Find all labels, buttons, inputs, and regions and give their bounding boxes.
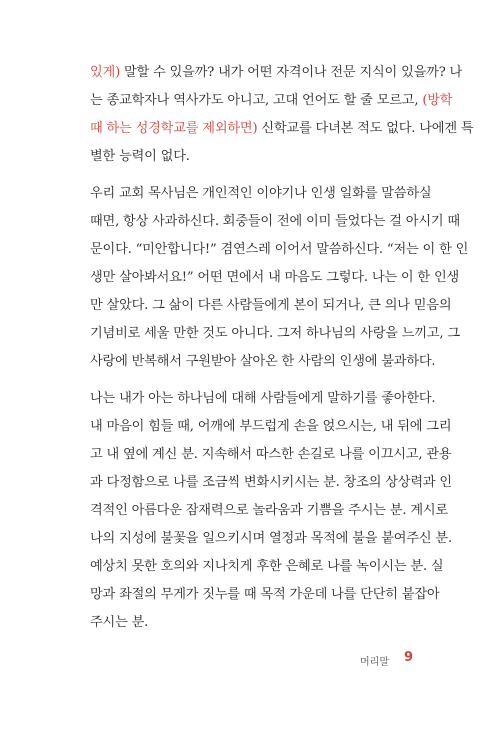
body-line: [90, 325, 460, 343]
line-segment: 기념비로 세울 만한 것도 아니다. 그저 하나님의 사랑을 느끼고, 그: [90, 326, 460, 341]
line-segment: 문이다. “미안합니다!” 겸연스레 이어서 말씀하신다. “저는 이 한 인: [90, 242, 469, 257]
body-line: [90, 446, 451, 464]
body-line: [90, 185, 431, 203]
body-line: [90, 390, 435, 408]
running-footer-title: 머리말: [360, 657, 389, 668]
line-segment: 생만 살아봐서요!” 어떤 면에서 내 마음도 그렇다. 나는 이 한 인생: [90, 270, 460, 285]
body-line: [90, 418, 451, 436]
body-line: [90, 614, 148, 632]
line-segment: 주시는 분.: [90, 615, 149, 630]
line-segment: 신학교를 다녀본 적도 없다. 나에겐 특: [257, 121, 474, 136]
line-segment: (방학: [422, 93, 453, 108]
line-segment: 만 살았다. 그 삶이 다른 사람들에게 본이 되거나, 큰 의나 믿음의: [90, 298, 452, 313]
line-segment: 때 하는 성경학교를 제외하면): [90, 121, 258, 136]
line-segment: 별한 능력이 없다.: [90, 149, 190, 164]
body-line: [90, 64, 462, 82]
line-segment: 있게): [90, 65, 121, 80]
body-line: [90, 241, 468, 259]
line-segment: 말할 수 있을까? 내가 어떤 자격이나 전문 지식이 있을까? 나: [120, 65, 463, 80]
body-line: [90, 474, 452, 492]
line-segment: 격적인 아름다운 잠재력으로 놀라움과 기쁨을 주시는 분. 계시로: [90, 503, 448, 518]
body-line: [90, 92, 452, 110]
body-line: [90, 558, 443, 576]
body-line: [90, 148, 190, 166]
body-line: [90, 269, 459, 287]
line-segment: 나의 지성에 불꽃을 일으키시며 열정과 목적에 불을 붙여주신 분.: [90, 531, 452, 546]
body-line: [90, 353, 435, 371]
line-segment: 때면, 항상 사과하신다. 회중들이 전에 이미 들었다는 걸 아시기 때: [90, 214, 460, 229]
body-line: [90, 120, 473, 138]
body-line: [90, 530, 452, 548]
body-line: [90, 586, 439, 604]
line-segment: 사랑에 반복해서 구원받아 살아온 한 사람의 인생에 불과하다.: [90, 354, 436, 369]
body-line: [90, 502, 448, 520]
line-segment: 과 다정함으로 나를 조금씩 변화시키시는 분. 창조의 상상력과 인: [90, 475, 452, 490]
body-line: [90, 297, 451, 315]
line-segment: 우리 교회 목사님은 개인적인 이야기나 인생 일화를 말씀하실: [90, 186, 432, 201]
page-number: 9: [404, 650, 414, 665]
body-line: [90, 213, 460, 231]
line-segment: 나는 내가 아는 하나님에 대해 사람들에게 말하기를 좋아한다.: [90, 391, 436, 406]
line-segment: 내 마음이 힘들 때, 어깨에 부드럽게 손을 얹으시는, 내 뒤에 그리: [90, 419, 452, 434]
line-segment: 는 종교학자나 역사가도 아니고, 고대 언어도 할 줄 모르고,: [90, 93, 423, 108]
line-segment: 예상치 못한 호의와 지나치게 후한 은혜로 나를 녹이시는 분. 실: [90, 559, 444, 574]
line-segment: 고 내 옆에 계신 분. 지속해서 따스한 손길로 나를 이끄시고, 관용: [90, 447, 452, 462]
line-segment: 망과 좌절의 무게가 짓누를 때 목적 가운데 나를 단단히 붙잡아: [90, 587, 440, 602]
